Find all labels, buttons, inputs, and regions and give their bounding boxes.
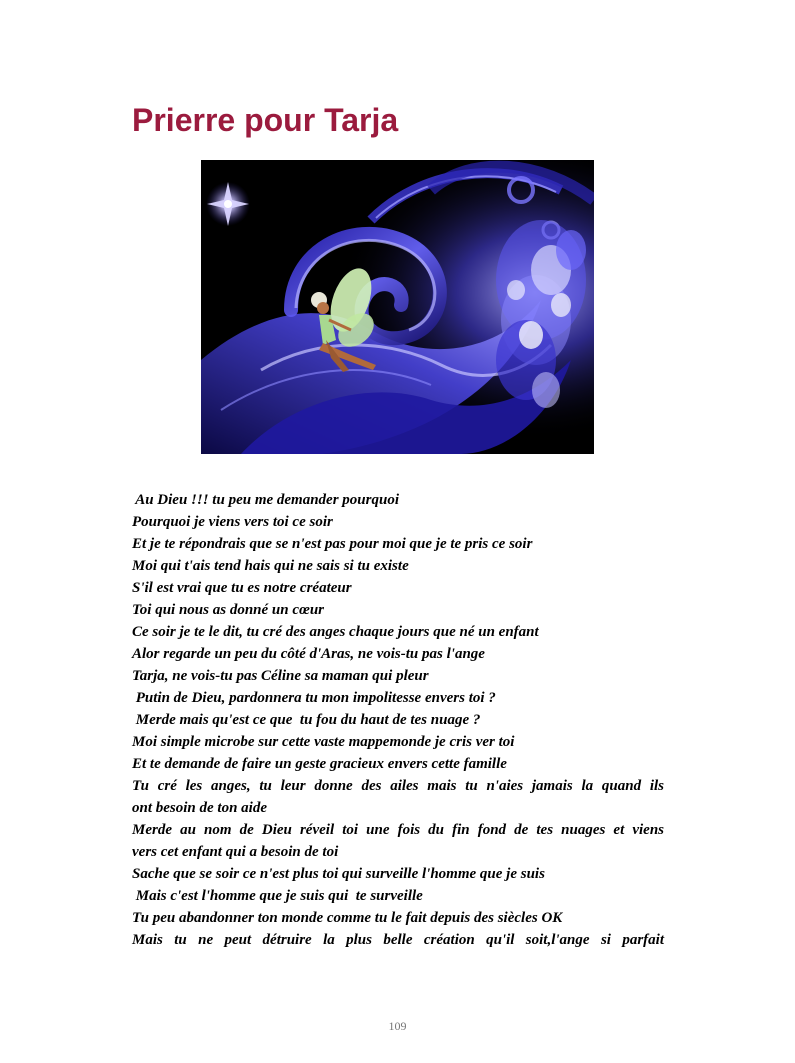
- poem-line: Merde au nom de Dieu réveil toi une fois du fin fond de tes nuages et viens: [132, 822, 664, 838]
- poem-line: Sache que se soir ce n'est plus toi qui surveille l'homme que je suis: [132, 866, 545, 882]
- poem-line: Et je te répondrais que se n'est pas pour moi que je te pris ce soir: [132, 536, 533, 552]
- poem-line: Moi simple microbe sur cette vaste mappemonde je cris ver toi: [132, 734, 515, 750]
- fairy-in-blue-swirl-image: [201, 160, 594, 454]
- poem-line: Tarja, ne vois-tu pas Céline sa maman qui pleur: [132, 668, 429, 684]
- poem-line: Mais c'est l'homme que je suis qui te surveille: [132, 888, 423, 904]
- page-title: Prierre pour Tarja: [132, 102, 399, 138]
- page-number: 109: [388, 1019, 407, 1033]
- poem-line: Au Dieu !!! tu peu me demander pourquoi: [132, 492, 399, 508]
- poem-line: Moi qui t'ais tend hais qui ne sais si tu existe: [132, 558, 409, 574]
- poem-line: Et te demande de faire un geste gracieux envers cette famille: [132, 756, 507, 772]
- poem-line: Toi qui nous as donné un cœur: [132, 602, 325, 618]
- poem-line: ont besoin de ton aide: [132, 800, 268, 816]
- poem-line: Ce soir je te le dit, tu cré des anges chaque jours que né un enfant: [132, 624, 539, 640]
- poem-text: [132, 489, 664, 951]
- poem-line: Merde mais qu'est ce que tu fou du haut de tes nuage ?: [132, 712, 481, 728]
- poem-line: Mais tu ne peut détruire la plus belle création qu'il soit,l'ange si parfait: [132, 932, 664, 948]
- poem-line: S'il est vrai que tu es notre créateur: [132, 580, 352, 596]
- poem-line: Tu cré les anges, tu leur donne des ailes mais tu n'aies jamais la quand ils: [132, 778, 664, 794]
- poem-line: Pourquoi je viens vers toi ce soir: [132, 514, 333, 530]
- poem-line: Tu peu abandonner ton monde comme tu le fait depuis des siècles OK: [132, 910, 563, 926]
- poem-line: Putin de Dieu, pardonnera tu mon impolitesse envers toi ?: [132, 690, 496, 706]
- poem-line: vers cet enfant qui a besoin de toi: [132, 844, 339, 860]
- poem-line: Alor regarde un peu du côté d'Aras, ne vois-tu pas l'ange: [132, 646, 485, 662]
